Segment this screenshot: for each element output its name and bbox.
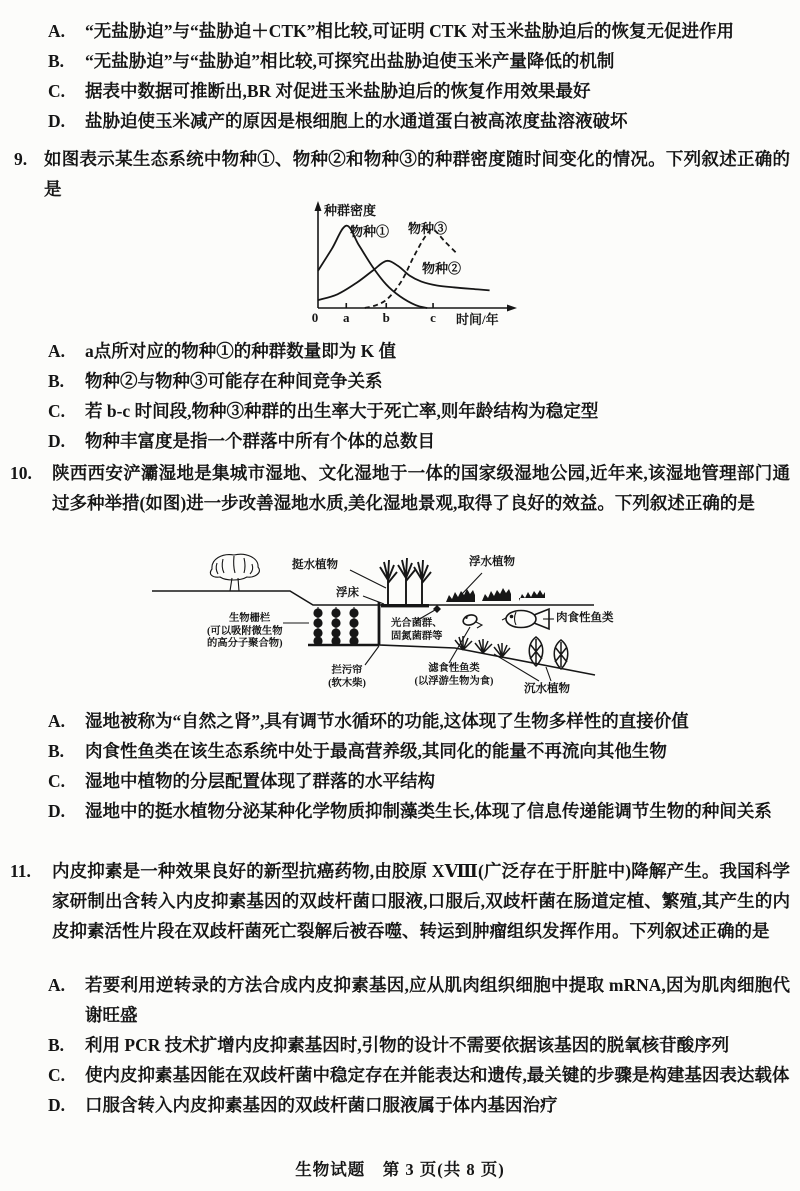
series-label-species2: 物种② xyxy=(422,261,462,276)
question-text: 陕西西安浐灞湿地是集城市湿地、文化湿地于一体的国家级湿地公园,近年来,该湿地管理部门通过多种举措(如图)进一步改善湿地水质,美化湿地景观,取得了良好的效益。下列叙述正确的是 xyxy=(52,463,790,513)
label-floating-bed: 浮床 xyxy=(336,587,359,599)
option-11c xyxy=(48,1060,790,1090)
option-text: 使内皮抑素基因能在双歧杆菌中稳定存在并能表达和遗传,最关键的步骤是构建基因表达载体 xyxy=(85,1065,790,1085)
question-10-options xyxy=(48,706,790,826)
floating-plants-icon xyxy=(446,588,545,602)
question-8-options xyxy=(48,16,790,136)
label-floating-plants: 浮水植物 xyxy=(469,556,515,568)
option-text: 物种丰富度是指一个群落中所有个体的总数目 xyxy=(85,431,435,451)
svg-text:0: 0 xyxy=(311,310,319,325)
option-text: 湿地中植物的分层配置体现了群落的水平结构 xyxy=(85,771,435,791)
label-curtain xyxy=(315,665,379,690)
option-text: 物种②与物种③可能存在种间竞争关系 xyxy=(85,371,383,391)
option-9d xyxy=(48,426,790,456)
option-letter: C. xyxy=(48,1065,66,1085)
chart-series-curve xyxy=(318,261,490,300)
option-9b xyxy=(48,366,790,396)
option-text: 口服含转入内皮抑素基因的双歧杆菌口服液属于体内基因治疗 xyxy=(85,1095,558,1115)
option-10b xyxy=(48,736,790,766)
option-text: “无盐胁迫”与“盐胁迫”相比较,可探究出盐胁迫使玉米产量降低的机制 xyxy=(85,51,615,71)
question-9-stem xyxy=(14,144,790,204)
option-letter: D. xyxy=(48,431,66,451)
option-letter: B. xyxy=(48,371,65,391)
series-label-species1: 物种① xyxy=(350,224,390,239)
option-text: 湿地中的挺水植物分泌某种化学物质抑制藻类生长,体现了信息传递能调节生物的种间关系 xyxy=(85,801,772,821)
question-9-options xyxy=(48,336,790,456)
option-letter: B. xyxy=(48,51,65,71)
label-curtain-line1: 拦污帘 xyxy=(331,665,363,676)
option-text: a点所对应的物种①的种群数量即为 K 值 xyxy=(85,341,397,361)
series-label-species3: 物种③ xyxy=(408,221,448,236)
option-9a xyxy=(48,336,790,366)
label-bacteria xyxy=(391,618,442,643)
willow-tree-icon xyxy=(210,554,259,591)
question-text: 如图表示某生态系统中物种①、物种②和物种③的种群密度随时间变化的情况。下列叙述正确的是 xyxy=(44,149,790,199)
option-letter: D. xyxy=(48,1095,66,1115)
label-curtain-line2: (软木柴) xyxy=(328,677,366,689)
option-letter: A. xyxy=(48,711,66,731)
label-bacteria-line2: 固氮菌群等 xyxy=(391,630,443,642)
bio-fence-icon xyxy=(308,607,379,646)
label-bio-fence xyxy=(207,613,309,651)
question-11-stem xyxy=(10,856,790,946)
label-bio-fence-title: 生物栅栏 xyxy=(229,613,271,624)
option-9c xyxy=(48,396,790,426)
option-letter: C. xyxy=(48,771,66,791)
option-8a xyxy=(48,16,790,46)
question-number: 11. xyxy=(10,861,31,881)
svg-text:a: a xyxy=(343,310,350,325)
option-letter: B. xyxy=(48,1035,65,1055)
question-number: 10. xyxy=(10,463,32,483)
question-text: 内皮抑素是一种效果良好的新型抗癌药物,由胶原 XⅧ(广泛存在于肝脏中)降解产生。我国科学家研制出含转入内皮抑素基因的双歧杆菌口服液,口服后,双歧杆菌在肠道定植、繁殖,其产生的内皮抑素活性片段在双歧杆菌死亡裂解后被吞噬、转运到肿瘤组织发挥作用。下列叙述正确的是 xyxy=(52,861,790,941)
option-text: “无盐胁迫”与“盐胁迫＋CTK”相比较,可证明 CTK 对玉米盐胁迫后的恢复无促进作用 xyxy=(85,21,734,41)
option-letter: C. xyxy=(48,81,66,101)
option-11a xyxy=(48,970,790,1030)
label-filter-fish xyxy=(401,663,507,688)
x-axis-label: 时间/年 xyxy=(456,312,499,327)
option-11d xyxy=(48,1090,790,1120)
option-text: 若 b-c 时间段,物种③种群的出生率大于死亡率,则年龄结构为稳定型 xyxy=(85,401,599,421)
bacteria-marker-icon xyxy=(433,605,441,613)
label-carnivorous-fish: 肉食性鱼类 xyxy=(556,612,614,624)
y-axis-arrow-icon xyxy=(315,201,322,211)
option-text: 盐胁迫使玉米减产的原因是根细胞上的水通道蛋白被高浓度盐溶液破坏 xyxy=(85,111,628,131)
wetland-diagram xyxy=(150,547,660,705)
question-number: 9. xyxy=(14,149,28,169)
option-11b xyxy=(48,1030,790,1060)
option-letter: A. xyxy=(48,341,66,361)
option-text: 肉食性鱼类在该生态系统中处于最高营养级,其同化的能量不再流向其他生物 xyxy=(85,741,667,761)
option-letter: B. xyxy=(48,741,65,761)
option-letter: C. xyxy=(48,401,66,421)
question-11-options xyxy=(48,970,790,1120)
y-axis-label: 种群密度 xyxy=(324,203,377,218)
page-footer: 生物试题 第 3 页(共 8 页) xyxy=(295,1160,505,1179)
option-8b xyxy=(48,46,790,76)
svg-text:c: c xyxy=(430,310,436,325)
option-letter: A. xyxy=(48,21,66,41)
population-density-chart xyxy=(288,196,528,336)
label-filter-fish-line1: 滤食性鱼类 xyxy=(428,663,480,674)
label-bio-fence-desc1: (可以吸附微生物 xyxy=(207,625,283,637)
option-text: 据表中数据可推断出,BR 对促进玉米盐胁迫后的恢复作用效果最好 xyxy=(85,81,591,101)
filter-feeding-fish-icon xyxy=(462,613,482,628)
label-filter-fish-line2: (以浮游生物为食) xyxy=(414,675,494,687)
option-text: 湿地被称为“自然之肾”,具有调节水循环的功能,这体现了生物多样性的直接价值 xyxy=(85,711,689,731)
svg-text:b: b xyxy=(382,310,390,325)
option-letter: A. xyxy=(48,975,66,995)
option-text: 利用 PCR 技术扩增内皮抑素基因时,引物的设计不需要依据该基因的脱氧核苷酸序列 xyxy=(85,1035,730,1055)
option-8d xyxy=(48,106,790,136)
label-emergent-plants: 挺水植物 xyxy=(292,559,338,571)
option-8c xyxy=(48,76,790,106)
option-10d xyxy=(48,796,790,826)
option-10a xyxy=(48,706,790,736)
label-submerged-plants: 沉水植物 xyxy=(524,683,570,695)
carnivorous-fish-icon xyxy=(502,609,549,629)
question-10-stem xyxy=(10,458,790,518)
option-letter: D. xyxy=(48,801,66,821)
option-10c xyxy=(48,766,790,796)
option-letter: D. xyxy=(48,111,66,131)
x-axis-arrow-icon xyxy=(507,305,517,312)
label-bio-fence-desc2: 的高分子聚合物) xyxy=(207,638,283,649)
option-text: 若要利用逆转录的方法合成内皮抑素基因,应从肌肉组织细胞中提取 mRNA,因为肌肉细胞代谢旺盛 xyxy=(85,975,790,1025)
label-bacteria-line1: 光合菌群、 xyxy=(391,618,443,629)
emergent-plants-icon xyxy=(380,558,431,605)
